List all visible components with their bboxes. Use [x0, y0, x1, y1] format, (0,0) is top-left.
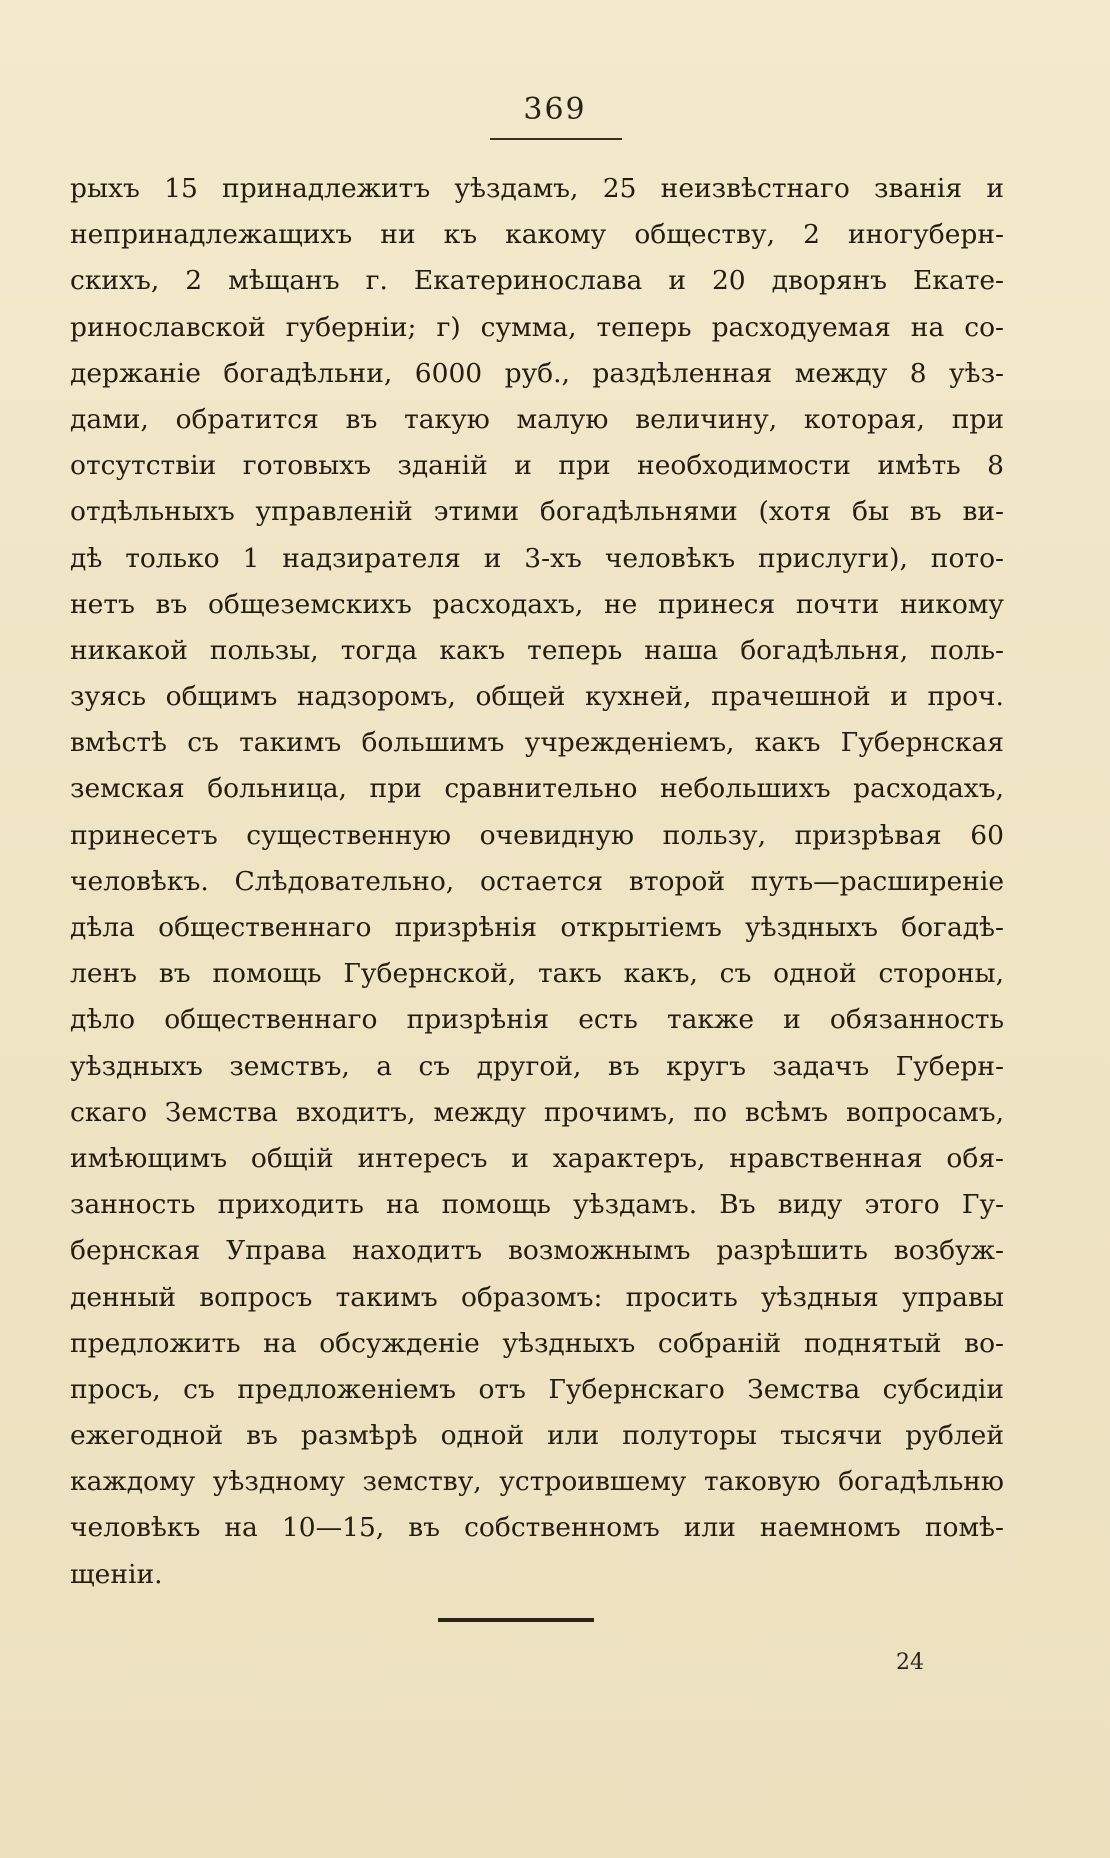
text-line: дѣла общественнаго призрѣнія открытіемъ уѣздныхъ богадѣ-	[70, 912, 1004, 943]
text-line: зуясь общимъ надзоромъ, общей кухней, прачешной и проч.	[70, 681, 1004, 713]
text-line: денный вопросъ такимъ образомъ: просить уѣздныя управы	[70, 1281, 1004, 1313]
text-line: ринославской губерніи; г) сумма, теперь расходуемая на со-	[70, 311, 1004, 343]
text-line: никакой пользы, тогда какъ теперь наша богадѣльня, поль-	[70, 634, 1004, 666]
page-number: 369	[523, 92, 587, 127]
text-line: занность приходить на помощь уѣздамъ. Въ виду этого Гу-	[70, 1189, 1004, 1221]
text-line: бернская Управа находитъ возможнымъ разрѣшить возбуж-	[70, 1235, 1004, 1267]
signature-mark: 24	[896, 1650, 924, 1675]
text-line: скаго Земства входитъ, между прочимъ, по всѣмъ вопросамъ,	[70, 1096, 1004, 1128]
text-line: отсутствіи готовыхъ зданій и при необходимости имѣть 8	[70, 450, 1004, 482]
text-line: человѣкъ. Слѣдовательно, остается второй путь—расширеніе	[70, 865, 1004, 897]
text-line: дѣло общественнаго призрѣнія есть также и обязанность	[70, 1004, 1004, 1036]
text-line: отдѣльныхъ управленій этими богадѣльнями (хотя бы въ ви-	[70, 496, 1004, 528]
text-line: предложить на обсужденіе уѣздныхъ собраній поднятый во-	[70, 1327, 1004, 1359]
section-end-rule	[438, 1618, 594, 1622]
page-number-rule	[490, 138, 622, 140]
text-line: ежегодной въ размѣрѣ одной или полуторы тысячи рублей	[70, 1420, 1004, 1452]
text-line: человѣкъ на 10—15, въ собственномъ или наемномъ помѣ-	[70, 1512, 1004, 1544]
text-line: уѣздныхъ земствъ, а съ другой, въ кругъ задачъ Губерн-	[70, 1050, 1004, 1082]
text-line: имѣющимъ общій интересъ и характеръ, нравственная обя-	[70, 1142, 1004, 1174]
text-line: непринадлежащихъ ни къ какому обществу, 2 иногуберн-	[70, 219, 1004, 251]
text-line: рыхъ 15 принадлежитъ уѣздамъ, 25 неизвѣстнаго званія и	[70, 173, 1004, 204]
text-line: каждому уѣздному земству, устроившему таковую богадѣльню	[70, 1466, 1004, 1498]
text-line: земская больница, при сравнительно небольшихъ расходахъ,	[70, 773, 1004, 805]
text-line: скихъ, 2 мѣщанъ г. Екатеринослава и 20 дворянъ Екате-	[70, 265, 1004, 297]
text-line: дѣ только 1 надзирателя и 3-хъ человѣкъ прислуги), пото-	[70, 542, 1004, 574]
text-line: принесетъ существенную очевидную пользу, призрѣвая 60	[70, 819, 1004, 851]
text-line: просъ, съ предложеніемъ отъ Губернскаго Земства субсидіи	[70, 1373, 1004, 1405]
text-line-last: щеніи.	[70, 1558, 163, 1590]
text-line: вмѣстѣ съ такимъ большимъ учрежденіемъ, какъ Губернская	[70, 727, 1004, 759]
text-line: дами, обратится въ такую малую величину, которая, при	[70, 403, 1004, 435]
text-line: держаніе богадѣльни, 6000 руб., раздѣленная между 8 уѣз-	[70, 357, 1004, 389]
body-text	[70, 166, 1004, 1598]
text-line: ленъ въ помощь Губернской, такъ какъ, съ одной стороны,	[70, 958, 1004, 990]
text-line: нетъ въ общеземскихъ расходахъ, не принеся почти никому	[70, 588, 1004, 620]
